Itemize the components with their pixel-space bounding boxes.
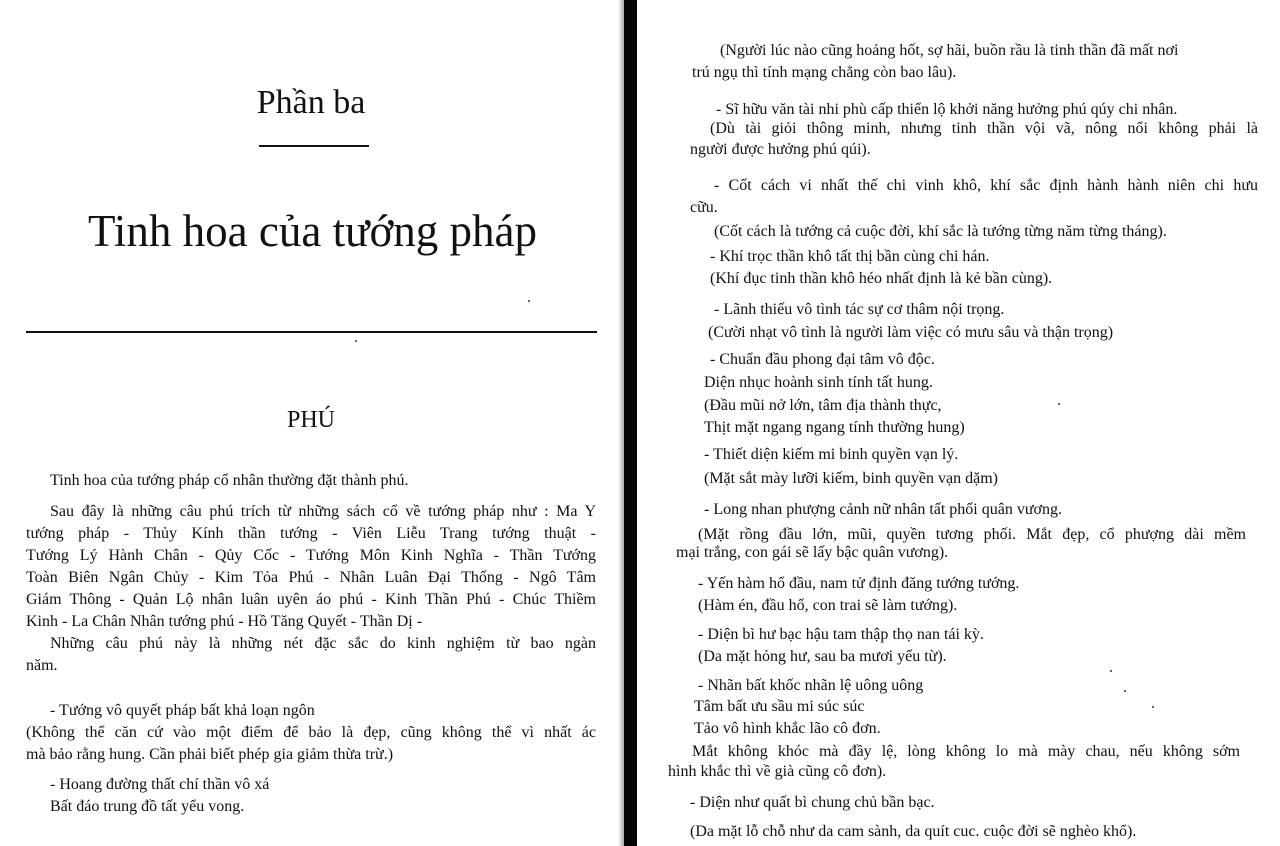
text-line: - Lãnh thiếu vô tình tác sự cơ thâm nội trọng. [714, 301, 1005, 318]
text-line: Bất đáo trung đồ tất yểu vong. [50, 798, 245, 815]
text-line: (Khí đục tinh thần khô héo nhất định là kẻ bần cùng). [710, 270, 1053, 287]
text-line: mại trắng, con gái sẽ lấy bậc quân vương). [676, 544, 949, 561]
text-line: Giám Thông - Quản Lộ nhân luân uyên áo phú - Kinh Thần Phú - Chúc Thiềm [26, 591, 596, 608]
text-line: (Cười nhạt vô tình là người làm việc có mưu sâu và thận trọng) [708, 324, 1114, 341]
section-divider [26, 331, 597, 333]
text-line: (Mặt rồng đầu lớn, mũi, quyền tương phối. Mắt đẹp, cổ phượng dài mềm [698, 526, 1246, 543]
text-line: Diện nhục hoành sinh tính tất hung. [704, 374, 933, 391]
scan-speck [528, 300, 530, 302]
text-line: - Hoang đường thất chí thần vô xá [50, 776, 270, 793]
scan-speck [1152, 706, 1154, 708]
text-line: Tảo vô hình khắc lão cô đơn. [694, 720, 881, 737]
text-line: (Dù tài giỏi thông minh, nhưng tinh thần vội vã, nông nổi không phải là [710, 120, 1258, 137]
chapter-title: Tinh hoa của tướng pháp [88, 206, 537, 256]
text-line: trú ngụ thì tính mạng chẳng còn bao lâu). [692, 64, 957, 81]
text-line: (Người lúc nào cũng hoảng hốt, sợ hãi, buồn rầu là tinh thần đã mất nơi [720, 42, 1179, 59]
left-page [0, 0, 622, 846]
text-line: năm. [26, 657, 58, 674]
scan-speck [1124, 690, 1126, 692]
text-line: Tâm bất ưu sầu mi súc súc [694, 698, 865, 715]
text-line: - Tướng vô quyết pháp bất khả loạn ngôn [50, 702, 315, 719]
scan-speck [355, 340, 357, 342]
text-line: (Cốt cách là tướng cả cuộc đời, khí sắc là tướng từng năm từng tháng). [714, 223, 1167, 240]
text-line: (Đầu mũi nở lớn, tâm địa thành thực, [704, 397, 942, 414]
text-line: Toàn Biên Ngân Chủy - Kim Tỏa Phú - Nhân Luân Đại Thống - Ngô Tâm [26, 569, 596, 586]
text-line: - Nhãn bất khốc nhãn lệ uông uông [698, 677, 924, 694]
text-line: Tướng Lý Hành Chân - Qủy Cốc - Tướng Môn Kinh Nghĩa - Thần Tướng [26, 547, 596, 564]
right-page [640, 0, 1280, 846]
title-underline [259, 145, 369, 147]
text-line: tướng pháp - Thủy Kính thần tướng - Viên Liễu Trang tướng thuật - [26, 525, 596, 542]
scan-speck [1110, 670, 1112, 672]
part-title: Phần ba [256, 84, 366, 121]
section-heading: PHÚ [286, 407, 335, 433]
text-line: - Khí trọc thần khô tất thị bần cùng chi hán. [710, 248, 990, 265]
text-line: - Thiết diện kiếm mi binh quyền vạn lý. [704, 446, 959, 463]
text-line: (Mặt sắt mày lưỡi kiếm, binh quyền vạn dặm) [704, 470, 998, 487]
text-line: - Chuẩn đầu phong đại tâm vô độc. [710, 351, 935, 368]
text-line: (Hàm én, đầu hổ, con trai sẽ làm tướng). [698, 597, 958, 614]
scan-speck [1058, 403, 1060, 405]
text-line: Những câu phú này là những nét đặc sắc do kinh nghiệm từ bao ngàn [50, 635, 596, 652]
text-line: - Long nhan phượng cảnh nữ nhân tất phối quân vương. [704, 501, 1062, 518]
text-line: Thịt mặt ngang ngang tính thường hung) [704, 419, 965, 436]
text-line: (Không thể căn cứ vào một điểm để bảo là đẹp, cũng không thể vì nhất ác [26, 724, 596, 741]
text-line: mà bảo rằng hung. Cần phải biết phép gia giảm thừa trừ.) [26, 746, 394, 763]
text-line: (Da mặt hỏng hư, sau ba mươi yếu từ). [698, 648, 947, 665]
text-line: - Diện như quất bì chung chủ bần bạc. [690, 794, 935, 811]
text-line: hình khắc thì về già cũng cô đơn). [668, 763, 887, 780]
text-line: Mắt không khóc mà đầy lệ, lòng không lo mà mày chau, nếu không sớm [692, 743, 1240, 760]
text-line: - Sĩ hữu văn tài nhi phù cấp thiển lộ khởi năng hưởng phú qúy chi nhân. [716, 101, 1178, 118]
text-line: người được hưởng phú qúi). [690, 141, 871, 158]
text-line: - Cốt cách vi nhất thế chi vinh khô, khí sắc định hành hành niên chi hưu [714, 177, 1258, 194]
text-line: (Da mặt lỗ chỗ như da cam sành, da quít cuc. cuộc đời sẽ nghèo khổ). [690, 823, 1137, 840]
text-line: - Yến hàm hổ đầu, nam tử định đăng tướng tướng. [698, 575, 1020, 592]
text-line: cữu. [690, 199, 718, 216]
text-line: Sau đây là những câu phú trích từ những sách cổ về tướng pháp như : Ma Y [50, 503, 596, 520]
text-line: Kinh - La Chân Nhân tướng phú - Hồ Tăng Quyết - Thần Dị - [26, 613, 423, 630]
text-line: - Diện bì hư bạc hậu tam thập thọ nan tái kỳ. [698, 626, 984, 643]
text-line: Tinh hoa của tướng pháp cổ nhân thường đặt thành phú. [50, 472, 409, 489]
book-spine [624, 0, 637, 846]
